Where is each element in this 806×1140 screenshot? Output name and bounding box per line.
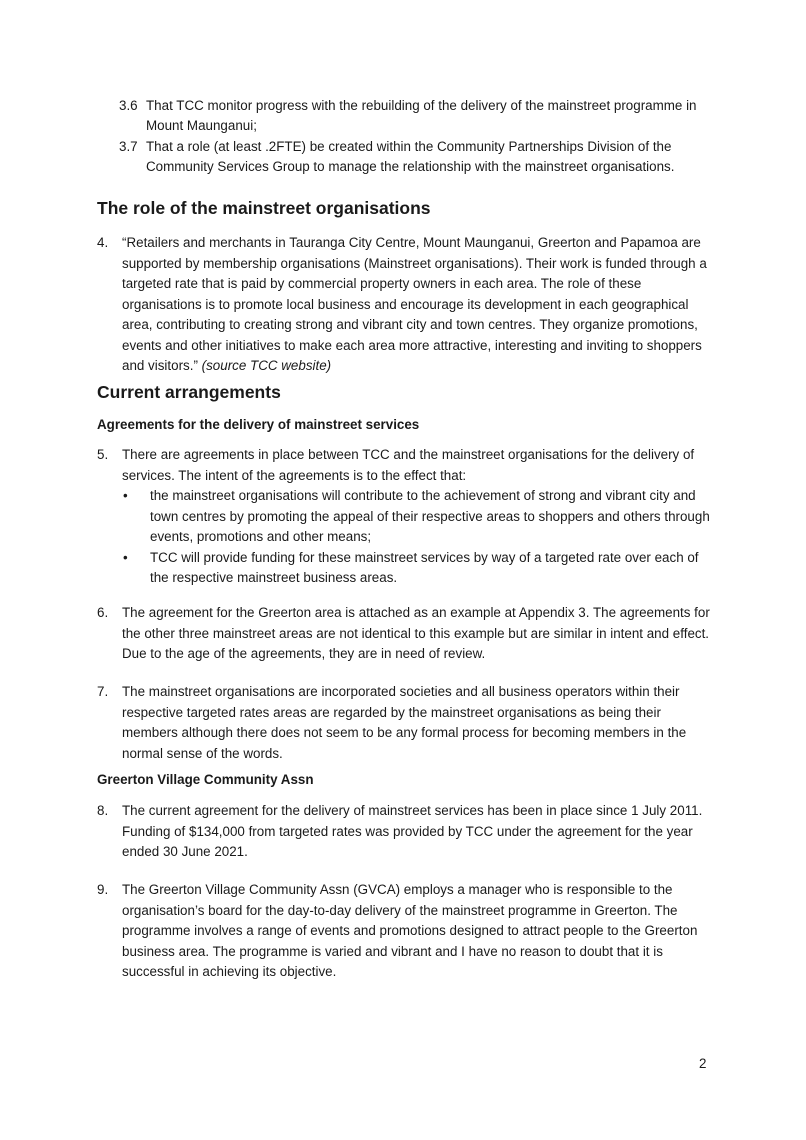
- paragraph-number: 8.: [97, 803, 109, 818]
- paragraph-number: 7.: [97, 684, 109, 699]
- subheading-agreements: Agreements for the delivery of mainstreet services: [97, 417, 420, 432]
- list-item: [97, 548, 713, 589]
- paragraph-text: The Greerton Village Community Assn (GVCA) employs a manager who is responsible to the organisation’s board for the day-to-day delivery of the mainstreet programme in Greerton. The programme involves a range of events and promotions designed to attract people to the Greerton business area. The programme is varied and vibrant and I have no reason to doubt that it is successful in achieving its objective.: [122, 882, 698, 979]
- recommendation-item-3-6: [119, 96, 719, 136]
- paragraph-text: The mainstreet organisations are incorporated societies and all business operators within their respective targeted rates areas are regarded by the mainstreet organisations as being their members although there does not seem to be any formal process for becoming members in the normal sense of the words.: [122, 684, 687, 761]
- page-number: 2: [699, 1056, 707, 1071]
- paragraph-9: [97, 880, 713, 983]
- paragraph-number: 6.: [97, 605, 109, 620]
- section-heading-role: The role of the mainstreet organisations: [97, 198, 431, 218]
- list-item: [97, 486, 713, 548]
- paragraph-number: 9.: [97, 882, 109, 897]
- paragraph-number: 4.: [97, 235, 109, 250]
- paragraph-text: [97, 233, 713, 377]
- paragraph-7: [97, 682, 713, 764]
- item-number: 3.7: [119, 139, 138, 154]
- bullet-list: [97, 486, 713, 589]
- quote-text: “Retailers and merchants in Tauranga City Centre, Mount Maunganui, Greerton and Papamoa are supported by membership organisations (Mainstreet organisations). Their work is funded through a targeted rate that is paid by commercial property owners in each area. The role of these organisations is to promote local business and encourage its development in each geographical area, contributing to creating strong and vibrant city and town centres. They organize promotions, events and other initiatives to make each area more attractive, interesting and inviting to shoppers and visitors.”: [122, 235, 707, 373]
- paragraph-text: There are agreements in place between TCC and the mainstreet organisations for the delivery of services. The intent of the agreements is to the effect that:: [122, 447, 695, 483]
- bullet-text: TCC will provide funding for these mainstreet services by way of a targeted rate over each of the respective mainstreet business areas.: [150, 549, 699, 585]
- paragraph-8: [97, 801, 713, 863]
- item-text: That TCC monitor progress with the rebuilding of the delivery of the mainstreet programme in Mount Maunganui;: [146, 98, 697, 133]
- source-citation: (source TCC website): [201, 358, 332, 373]
- bullet-icon: •: [123, 549, 128, 565]
- bullet-text: the mainstreet organisations will contribute to the achievement of strong and vibrant city and town centres by promoting the appeal of their respective areas to shoppers and others through events, promotions and other means;: [150, 488, 710, 544]
- item-text: That a role (at least .2FTE) be created within the Community Partnerships Division of the Community Services Group to manage the relationship with the mainstreet organisations.: [146, 139, 675, 174]
- item-number: 3.6: [119, 98, 138, 113]
- paragraph-number: 5.: [97, 447, 109, 462]
- bullet-icon: •: [123, 488, 128, 503]
- section-heading-current-arrangements: Current arrangements: [97, 382, 281, 402]
- paragraph-6: [97, 603, 713, 665]
- recommendation-item-3-7: [119, 137, 719, 177]
- paragraph-5: [97, 445, 713, 589]
- subheading-greerton: Greerton Village Community Assn: [97, 772, 314, 787]
- paragraph-text: The current agreement for the delivery of mainstreet services has been in place since 1 July 2011. Funding of $134,000 from targeted rates was provided by TCC under the agreement for the year ended 30 June 2021.: [122, 803, 703, 859]
- paragraph-4: [97, 233, 713, 377]
- paragraph-text: The agreement for the Greerton area is attached as an example at Appendix 3. The agreements for the other three mainstreet areas are not identical to this example but are similar in intent and effect. Due to the age of the agreements, they are in need of review.: [122, 605, 710, 661]
